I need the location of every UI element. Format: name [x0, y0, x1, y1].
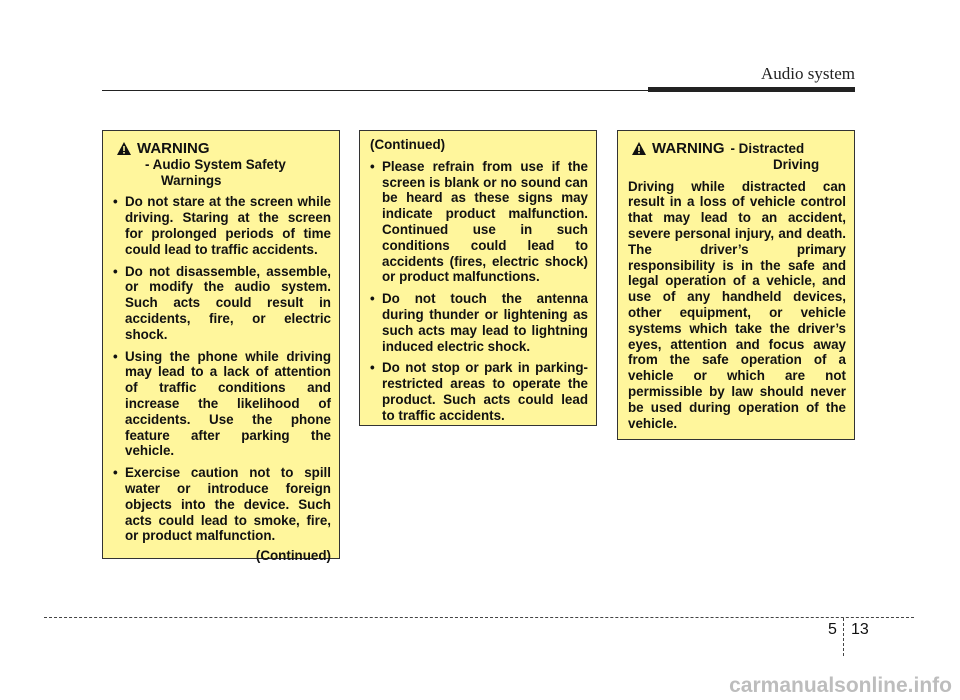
list-item: • Do not touch the antenna during thunder or lightening as such acts may lead to lightning induced electric shock. — [370, 291, 588, 354]
warning-box-audio-safety — [102, 130, 340, 564]
chapter-number: 5 — [828, 621, 837, 638]
warning-subtitle: - Distracted — [730, 141, 805, 156]
warning-subtitle-cont: Warnings — [161, 172, 222, 188]
warning-word: WARNING — [652, 140, 725, 157]
watermark: carmanualsonline.info — [729, 674, 952, 697]
continued-label: (Continued) — [255, 548, 331, 564]
list-item: • Do not stare at the screen while driving. Staring at the screen for prolonged periods of time could lead to traffic accidents. — [113, 194, 331, 257]
warning-subtitle-cont: Driving — [773, 156, 820, 172]
page-separator — [843, 618, 844, 656]
warning-list — [370, 159, 588, 424]
list-item: • Please refrain from use if the screen is blank or no sound can be heard as these signs may indicate product malfunction. Continued use in such conditions could lead to accidents (fires, electric shock) or product malfunctions. — [370, 159, 588, 285]
list-item: • Do not stop or park in parking-restricted areas to operate the product. Such acts could lead to traffic accidents. — [370, 360, 588, 423]
list-item: • Exercise caution not to spill water or introduce foreign objects into the device. Such acts could lead to smoke, fire, or product malfunction. — [113, 465, 331, 544]
warning-paragraph: Driving while distracted can result in a loss of vehicle control that may lead to an accident, severe personal injury, and death. The driver’s primary responsibility is in the safe and legal operation of a vehicle, and use of any handheld devices, other equipment, or vehicle systems which take the driver’s eyes, attention and focus away from the safe operation of a vehicle or which are not permissible by law should never be used during operation of the vehicle. — [628, 178, 846, 431]
warning-box-distracted-driving — [617, 130, 855, 440]
list-item: • Do not disassemble, assemble, or modify the audio system. Such acts could result in accidents, fire, or electric shock. — [113, 264, 331, 343]
header-rule-accent — [648, 87, 855, 92]
continued-label: (Continued) — [370, 137, 446, 152]
list-item: • Using the phone while driving may lead to a lack of attention of traffic conditions and increase the likelihood of accidents. Use the phone feature after parking the vehicle. — [113, 349, 331, 460]
warning-word: WARNING — [137, 140, 210, 157]
warning-heading — [632, 141, 846, 157]
footer-rule — [44, 617, 914, 618]
warning-triangle-icon — [117, 142, 131, 155]
warning-list — [113, 194, 331, 544]
page-number: 13 — [851, 621, 869, 638]
header-rule — [102, 90, 648, 91]
section-title: Audio system — [761, 64, 855, 83]
warning-triangle-icon — [632, 142, 646, 155]
warning-box-continued — [359, 130, 597, 426]
warning-subtitle: - Audio System Safety — [145, 156, 286, 172]
warning-heading — [117, 141, 331, 157]
